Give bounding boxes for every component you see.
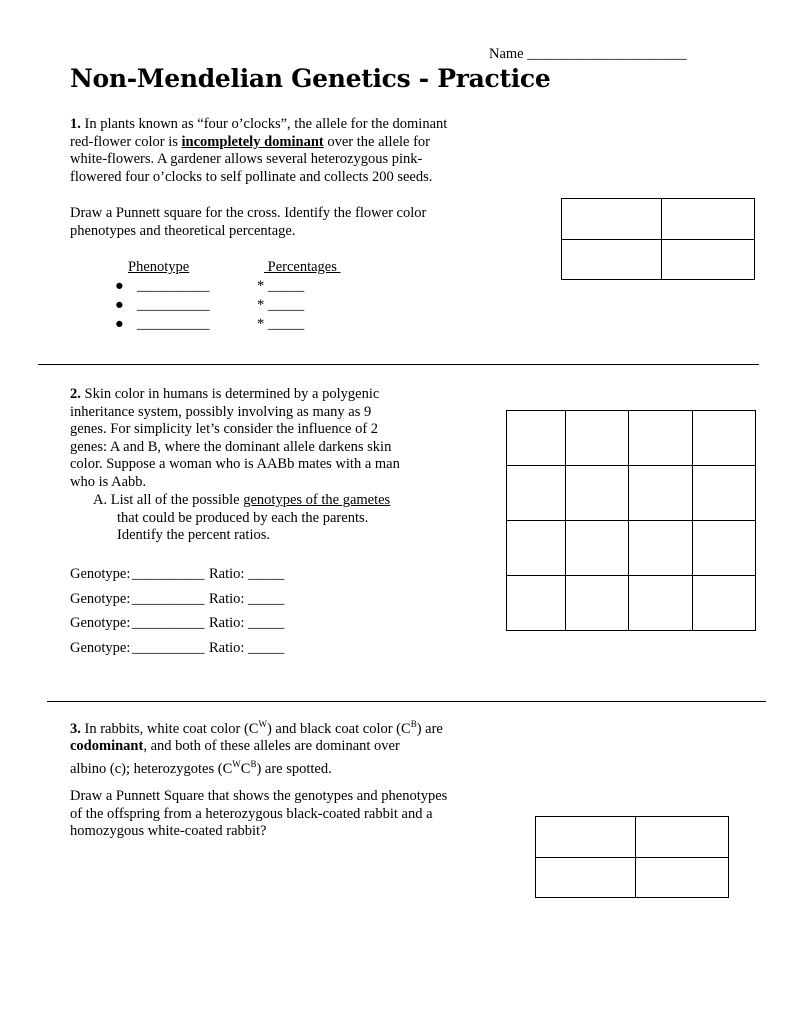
ratio-label: Ratio: [209,615,245,631]
question-1 [70,116,447,186]
q3-line-3: albino (c); heterozygotes $(C^WC^B)$ are spotted. [70,759,332,777]
punnett-square-q2 [506,410,756,631]
punnett-cell[interactable] [693,466,756,521]
name-field[interactable] [489,46,687,64]
genotype-label: Genotype: [70,566,131,582]
incompletely-dominant-term: incompletely dominant [181,133,324,150]
phenotype-rows [115,278,305,335]
q1-line-3: white-flowers. A gardener allows several heterozygous pink- [70,151,423,168]
phenotype-row [115,297,305,316]
question-3 [70,716,443,778]
genotype-label: Genotype: [70,590,131,607]
bullet-icon: ● [115,316,124,332]
phenotype-blank[interactable]: __________ [137,316,210,332]
q1-line-4: flowered four o’clocks to self pollinate and collects 200 seeds. [70,168,433,185]
q1-line-1: 1. In plants known as “four o’clocks”, the allele for the dominant [70,116,448,132]
q3-line-1: 3. In rabbits, white coat color $(C^W)$ and black coat color $(C^B)$ are [70,719,443,737]
punnett-cell[interactable] [662,240,755,280]
punnett-cell[interactable] [562,240,662,280]
ratio-blank[interactable]: _____ [248,639,285,656]
bullet-icon: ● [115,297,124,313]
page-title: Non-Mendelian Genetics - Practice [70,64,551,93]
punnett-square-q3 [535,816,729,898]
genotype-blank[interactable]: __________ [132,566,205,582]
phenotype-row [115,316,305,335]
genotype-label: Genotype: [70,615,131,631]
q3-instruction: Draw a Punnett Square that shows the genotypes and phenotypes of the offspring from a heterozygous black-coated rabbit and a homozygous white-coated rabbit? [70,788,448,840]
asterisk: * [257,278,265,294]
ratio-blank[interactable]: _____ [248,590,285,607]
phenotype-blank[interactable]: __________ [137,297,210,313]
punnett-cell[interactable] [693,521,756,576]
punnett-cell[interactable] [629,466,693,521]
punnett-cell[interactable] [693,576,756,631]
punnett-cell[interactable] [629,521,693,576]
genotype-label: Genotype: [70,639,131,656]
genotype-blank[interactable]: __________ [132,615,205,631]
ratio-label: Ratio: [209,566,245,582]
ratio-blank[interactable]: _____ [248,566,285,582]
genotype-row [70,566,285,591]
q1-line-2: red-flower color is incompletely dominant over the allele for [70,133,430,150]
genotype-row [70,590,285,616]
punnett-cell[interactable] [629,411,693,466]
phenotype-row [115,278,305,297]
asterisk: * [257,316,265,332]
punnett-square-q1 [561,198,755,280]
phenotype-header: Phenotype [128,259,190,275]
q2-line-1: 2. Skin color in humans is determined by a polygenic [70,386,380,402]
punnett-cell[interactable] [507,411,566,466]
asterisk: * [257,297,265,313]
name-blank[interactable]: ______________________ [527,46,687,62]
punnett-cell[interactable] [507,466,566,521]
section-divider [38,364,759,365]
ratio-blank[interactable]: _____ [248,615,285,631]
q3-line-2: codominant, and both of these alleles are dominant over [70,738,400,755]
punnett-cell[interactable] [566,411,629,466]
punnett-cell[interactable] [566,576,629,631]
punnett-cell[interactable] [566,521,629,576]
punnett-cell[interactable] [662,199,755,240]
percentage-blank[interactable]: _____ [268,297,305,313]
q3-number: 3. [70,720,81,737]
punnett-cell[interactable] [536,817,636,858]
punnett-cell[interactable] [562,199,662,240]
bullet-icon: ● [115,278,124,294]
percentages-header: Percentages [264,259,341,275]
punnett-cell[interactable] [636,858,729,898]
genotype-row [70,639,285,665]
section-divider [47,701,766,702]
name-label: Name [489,46,524,62]
punnett-cell[interactable] [693,411,756,466]
phenotype-blank[interactable]: __________ [137,278,210,294]
genotype-blank[interactable]: __________ [132,590,205,607]
q2-number: 2. [70,386,81,402]
question-2: 2. Skin color in humans is determined by a polygenic inheritance system, possibly involving as many as 9 genes. For simplicity let’s consider the influence of 2 genes: A and B, where the dominant allele darkens skin color. Suppose a woman who is AABb mates with a man who is Aabb. [70,386,400,490]
genotype-row [70,615,285,640]
punnett-cell[interactable] [566,466,629,521]
punnett-cell[interactable] [507,576,566,631]
percentage-blank[interactable]: _____ [268,278,305,294]
genotypes-of-gametes-term: genotypes of the gametes [243,492,391,508]
q2-part-a: A. List all of the possible genotypes of the gametes that could be produced by each the parents. Identify the percent ratios. [93,492,391,544]
q1-instruction: Draw a Punnett square for the cross. Identify the flower color phenotypes and theoretical percentage. [70,205,427,239]
genotype-blank[interactable]: __________ [132,639,205,656]
punnett-cell[interactable] [536,858,636,898]
ratio-label: Ratio: [209,590,245,607]
percentage-blank[interactable]: _____ [268,316,305,332]
punnett-cell[interactable] [629,576,693,631]
ratio-label: Ratio: [209,639,245,656]
genotype-rows [70,566,285,664]
punnett-cell[interactable] [636,817,729,858]
codominant-term: codominant [70,738,144,755]
punnett-cell[interactable] [507,521,566,576]
q1-number: 1. [70,116,81,132]
part-a-letter: A. [93,492,108,508]
